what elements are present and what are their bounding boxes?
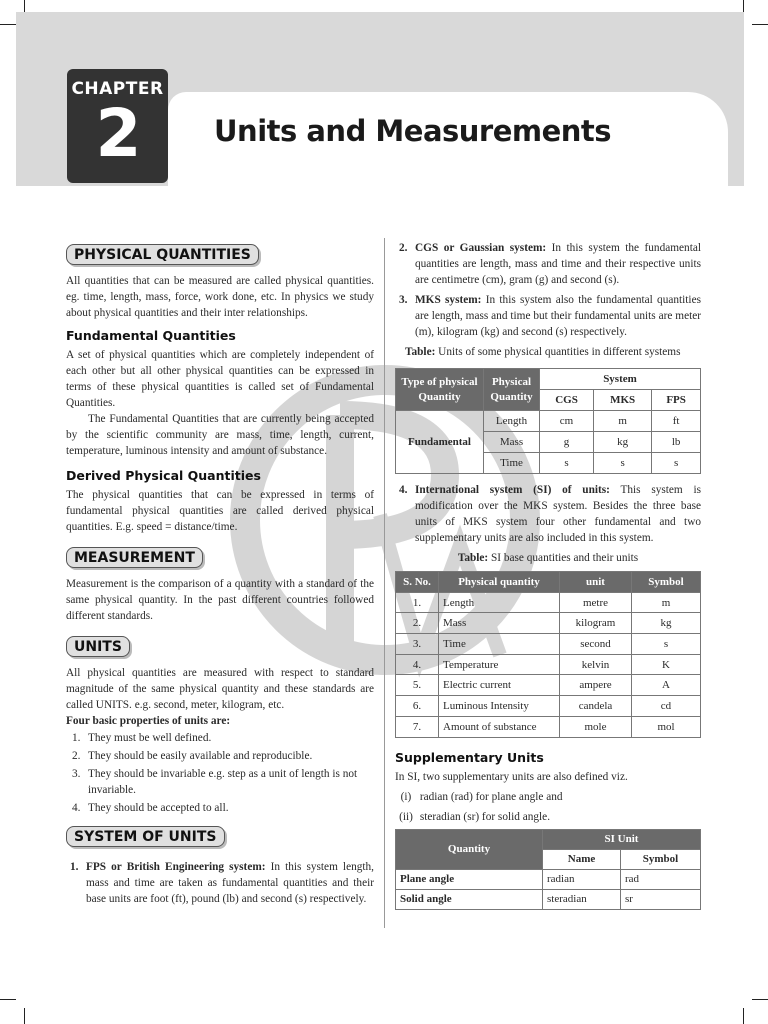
section-heading-system-of-units: SYSTEM OF UNITS	[66, 826, 225, 847]
list-item: 3. MKS system: In this system also the fundamental quantities are length, mass and time but their fundamental units are meter (m), kilogram (kg) and second (s) respectively.	[399, 294, 701, 338]
table-header: Symbol	[621, 849, 701, 869]
table-cell: cm	[540, 411, 594, 432]
table-header: Physical Quantity	[484, 369, 540, 411]
table-header: unit	[560, 572, 632, 593]
table-cell: candela	[560, 696, 632, 717]
table-cell: kg	[594, 432, 652, 453]
table-row	[396, 675, 701, 696]
table-cell: second	[560, 634, 632, 655]
systems-list	[66, 859, 374, 907]
table-cell: Temperature	[439, 654, 560, 675]
supplementary-units-table	[395, 829, 701, 910]
table-header: System	[540, 369, 701, 390]
table-row	[396, 613, 701, 634]
measurement-paragraph: Measurement is the comparison of a quantity with a standard of the same physical quantity. In the past different countries followed different standards.	[66, 578, 374, 622]
cgs-system-text: In this system the fundamental quantities are length, mass and time and their respective units are centimetre (cm), gram (g) and second (s).	[415, 242, 701, 286]
fundamental-quantities-paragraph: A set of physical quantities which are completely independent of each other but all other physical quantities can be expressed in terms of these physical quantities is called set of Fundamental Quantities.	[66, 349, 374, 409]
table-cell: 5.	[396, 675, 439, 696]
table-cell: Amount of substance	[439, 716, 560, 737]
table-header: Name	[543, 849, 621, 869]
unit-properties-list	[72, 730, 374, 816]
table-row	[396, 654, 701, 675]
list-item: (i) radian (rad) for plane angle and	[400, 790, 563, 803]
supplementary-units-intro: In SI, two supplementary units are also defined viz.	[395, 770, 628, 783]
column-divider	[384, 238, 385, 928]
table-row	[396, 716, 701, 737]
table-cell: s	[652, 453, 701, 474]
table-cell: steradian	[543, 889, 621, 909]
table-header-row	[396, 572, 701, 593]
crop-mark	[743, 1008, 744, 1024]
si-system-text: This system is modification over the MKS system. Besides the three base units of MKS system four other fundamental and two supplementary units are also included in this system.	[415, 484, 701, 544]
chapter-number: 2	[95, 95, 140, 172]
table-header: FPS	[652, 390, 701, 411]
section-heading-units: UNITS	[66, 636, 130, 657]
list-item: 3. They should be invariable e.g. step as a unit of length is not invariable.	[72, 768, 358, 796]
table-header: S. No.	[396, 572, 439, 593]
table-cell: 7.	[396, 716, 439, 737]
supplementary-units-list	[395, 789, 701, 825]
unit-properties-title: Four basic properties of units are:	[66, 715, 231, 727]
physical-quantities-intro: All quantities that can be measured are called physical quantities. eg. time, length, mass, force, work done, etc. In physics we study about physical quantities and their inter relationships.	[66, 275, 374, 319]
table-cell: s	[632, 634, 701, 655]
table-header: CGS	[540, 390, 594, 411]
fundamental-quantities-paragraph-2: The Fundamental Quantities that are currently being accepted by the scientific community are mass, time, length, current, temperature, luminous intensity and amount of substance.	[66, 413, 374, 457]
table-cell: Electric current	[439, 675, 560, 696]
table-caption: Table: SI base quantities and their units	[457, 552, 639, 564]
table-cell: kelvin	[560, 654, 632, 675]
table-row	[396, 696, 701, 717]
list-item: 1. They must be well defined.	[72, 732, 212, 744]
systems-list-continued	[395, 240, 701, 340]
si-base-units-table	[395, 571, 701, 738]
table-header: Type of physical Quantity	[396, 369, 484, 411]
fps-system-title: FPS or British Engineering system:	[86, 861, 266, 873]
table-header-row	[396, 829, 701, 849]
table-header: Symbol	[632, 572, 701, 593]
table-cell: K	[632, 654, 701, 675]
table-cell: lb	[652, 432, 701, 453]
table-cell: Fundamental	[396, 411, 484, 474]
table-cell: metre	[560, 592, 632, 613]
table-cell: 1.	[396, 592, 439, 613]
table-header: SI Unit	[543, 829, 701, 849]
table-cell: ft	[652, 411, 701, 432]
crop-mark	[0, 24, 16, 25]
section-heading-physical-quantities: PHYSICAL QUANTITIES	[66, 244, 259, 265]
table-row	[396, 889, 701, 909]
crop-mark	[752, 999, 768, 1000]
table-cell: A	[632, 675, 701, 696]
table-row	[396, 592, 701, 613]
table-cell: mol	[632, 716, 701, 737]
section-heading-measurement: MEASUREMENT	[66, 547, 203, 568]
units-systems-table	[395, 368, 701, 474]
table-cell: rad	[621, 869, 701, 889]
right-column	[395, 236, 701, 910]
table-cell: Plane angle	[396, 869, 543, 889]
crop-mark	[24, 1008, 25, 1024]
table-cell: 3.	[396, 634, 439, 655]
table-cell: Mass	[439, 613, 560, 634]
mks-system-title: MKS system:	[415, 294, 482, 306]
derived-quantities-paragraph: The physical quantities that can be expressed in terms of fundamental physical quantities are called derived physical quantities. E.g. speed = distance/time.	[66, 489, 374, 533]
table-header-row	[396, 369, 701, 390]
units-paragraph: All physical quantities are measured with respect to standard magnitude of the same physical quantity and these standards are called UNITS. e.g. second, meter, kilogram, etc.	[66, 667, 374, 711]
table-cell: m	[632, 592, 701, 613]
si-system-title: International system (SI) of units:	[415, 484, 610, 496]
chapter-label: CHAPTER	[71, 79, 164, 99]
list-item: (ii) steradian (sr) for solid angle.	[399, 810, 551, 823]
derived-quantities-heading: Derived Physical Quantities	[66, 468, 261, 483]
table-header: MKS	[594, 390, 652, 411]
table-row	[396, 634, 701, 655]
cgs-system-title: CGS or Gaussian system:	[415, 242, 547, 254]
table-cell: kilogram	[560, 613, 632, 634]
table-cell: m	[594, 411, 652, 432]
table-cell: sr	[621, 889, 701, 909]
table-cell: ampere	[560, 675, 632, 696]
page-title: Units and Measurements	[214, 114, 612, 148]
table-cell: g	[540, 432, 594, 453]
table-cell: Solid angle	[396, 889, 543, 909]
supplementary-units-heading: Supplementary Units	[395, 749, 544, 765]
fps-system-text: In this system length, mass and time are taken as fundamental quantities and their base units are foot (ft), pound (lb) and second (s) respectively.	[86, 861, 374, 905]
fundamental-quantities-heading: Fundamental Quantities	[66, 328, 236, 343]
systems-list-si	[395, 482, 701, 546]
list-item: 1. FPS or British Engineering system: In this system length, mass and time are taken as fundamental quantities and their base units are foot (ft), pound (lb) and second (s) respectively.	[70, 861, 374, 905]
table-cell: Time	[439, 634, 560, 655]
crop-mark	[752, 24, 768, 25]
table-cell: kg	[632, 613, 701, 634]
table-cell: 2.	[396, 613, 439, 634]
table-row	[396, 411, 701, 432]
table-cell: s	[594, 453, 652, 474]
table-cell: Length	[484, 411, 540, 432]
left-column	[66, 240, 374, 911]
table-cell: Time	[484, 453, 540, 474]
table-header: Quantity	[396, 829, 543, 869]
list-item: 4. International system (SI) of units: This system is modification over the MKS system. Besides the three base units of MKS system four other fundamental and two supplementary units are also included in this system.	[399, 484, 701, 544]
table-cell: cd	[632, 696, 701, 717]
table-cell: Luminous Intensity	[439, 696, 560, 717]
list-item: 4. They should be accepted to all.	[72, 802, 229, 814]
crop-mark	[0, 999, 16, 1000]
table-caption: Table: Units of some physical quantities in different systems	[405, 346, 681, 358]
list-item: 2. CGS or Gaussian system: In this system the fundamental quantities are length, mass and time and their respective units are centimetre (cm), gram (g) and second (s).	[399, 242, 701, 286]
table-cell: s	[540, 453, 594, 474]
table-cell: 6.	[396, 696, 439, 717]
mks-system-text: In this system also the fundamental quantities are length, mass and time but their fundamental units are meter (m), kilogram (kg) and second (s) respectively.	[415, 294, 701, 338]
table-header: Physical quantity	[439, 572, 560, 593]
table-cell: Length	[439, 592, 560, 613]
table-cell: 4.	[396, 654, 439, 675]
table-row	[396, 869, 701, 889]
list-item: 2. They should be easily available and reproducible.	[72, 750, 313, 762]
table-cell: Mass	[484, 432, 540, 453]
table-cell: mole	[560, 716, 632, 737]
table-cell: radian	[543, 869, 621, 889]
chapter-badge	[67, 69, 168, 183]
